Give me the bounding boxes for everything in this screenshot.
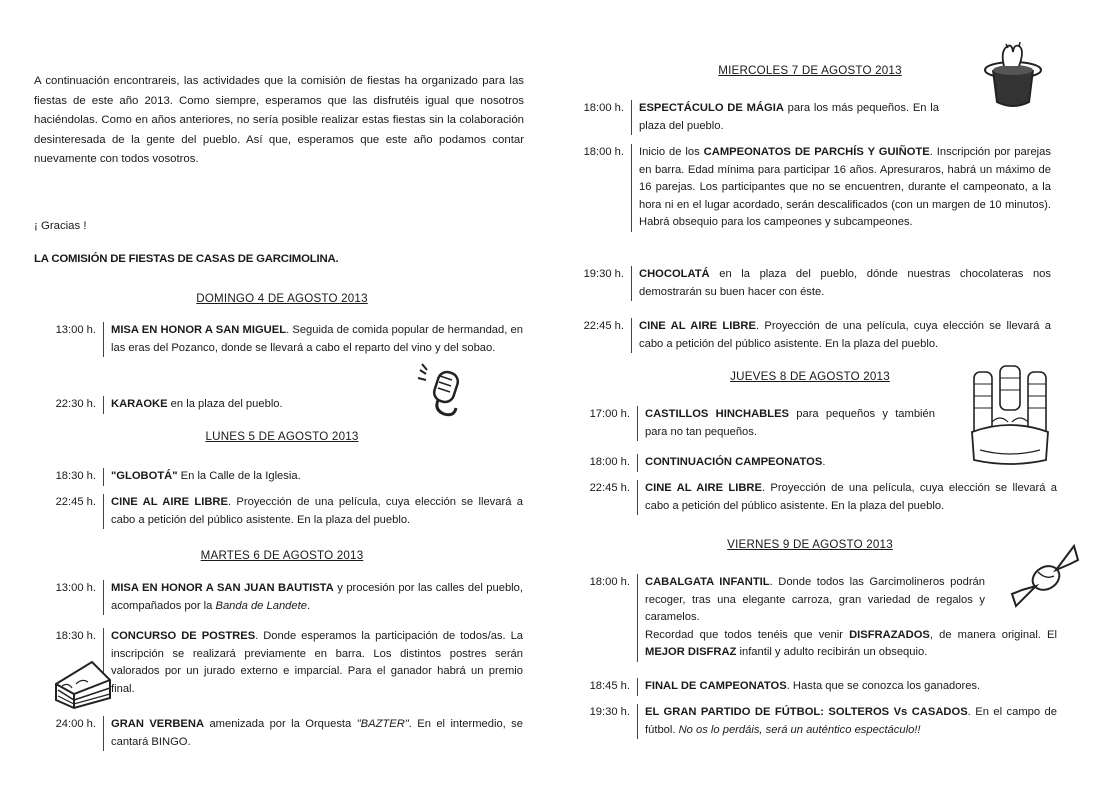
event-time: 17:00 h.	[589, 408, 630, 420]
event-miercoles-2	[562, 144, 1052, 232]
event-desc: KARAOKE en la plaza del pueblo.	[103, 396, 411, 414]
event-desc: MISA EN HONOR A SAN MIGUEL. Seguida de comida popular de hermandad, en las eras del Pozanco, donde se llevará a cabo el reparto del vino y del sobao.	[103, 322, 523, 357]
bouncy-castle-icon	[970, 362, 1050, 472]
event-time: 18:00 h.	[589, 456, 630, 468]
event-martes-1	[34, 580, 526, 615]
event-jueves-2	[568, 454, 944, 472]
event-time: 13:00 h.	[55, 324, 96, 336]
heading-martes: MARTES 6 DE AGOSTO 2013	[200, 549, 364, 562]
heading-domingo: DOMINGO 4 DE AGOSTO 2013	[196, 292, 368, 305]
event-time: 19:30 h.	[583, 268, 624, 280]
event-desc: CONCURSO DE POSTRES. Donde esperamos la participación de todos/as. La inscripción se realizará previamente en barra. Los distintos postres serán valorados por un jurado externo e imparcial. Para el ganador habrá un premio final.	[103, 628, 523, 698]
event-miercoles-3	[562, 266, 1052, 301]
magic-hat-icon	[976, 40, 1050, 112]
event-desc: EL GRAN PARTIDO DE FÚTBOL: SOLTEROS Vs CASADOS. En el campo de fútbol. No os lo perdáis, será un auténtico espectáculo!!	[637, 704, 1057, 739]
heading-viernes: VIERNES 9 DE AGOSTO 2013	[727, 538, 893, 551]
event-time: 24:00 h.	[55, 718, 96, 730]
signature: LA COMISIÓN DE FIESTAS DE CASAS DE GARCIMOLINA.	[34, 253, 339, 265]
event-desc: "GLOBOTÁ" En la Calle de la Iglesia.	[103, 468, 523, 486]
event-desc: CHOCOLATÁ en la plaza del pueblo, dónde nuestras chocolateras nos demostrarán su buen hacer con éste.	[631, 266, 1051, 301]
event-miercoles-1	[562, 100, 942, 135]
event-desc: CASTILLOS HINCHABLES para pequeños y también para no tan pequeños.	[637, 406, 935, 441]
event-domingo-1	[34, 322, 526, 357]
event-jueves-1	[568, 406, 944, 441]
event-desc: CINE AL AIRE LIBRE. Proyección de una película, cuya elección se llevará a cabo a petición del público asistente. En la plaza del pueblo.	[637, 480, 1057, 515]
event-time: 13:00 h.	[55, 582, 96, 594]
event-miercoles-4	[562, 318, 1052, 353]
event-time: 22:45 h.	[55, 496, 96, 508]
event-time: 22:45 h.	[583, 320, 624, 332]
event-martes-3	[34, 716, 526, 751]
thanks-text: ¡ Gracias !	[34, 220, 87, 232]
heading-jueves: JUEVES 8 DE AGOSTO 2013	[730, 370, 890, 383]
event-time: 22:45 h.	[589, 482, 630, 494]
event-time: 18:30 h.	[55, 630, 96, 642]
event-time: 19:30 h.	[589, 706, 630, 718]
heading-miercoles: MIERCOLES 7 DE AGOSTO 2013	[718, 64, 902, 77]
event-time: 18:00 h.	[589, 576, 630, 588]
event-jueves-3	[568, 480, 1058, 515]
cake-slice-icon	[52, 654, 114, 710]
event-viernes-2	[568, 678, 1058, 696]
event-desc: MISA EN HONOR A SAN JUAN BAUTISTA y procesión por las calles del pueblo, acompañados por la Banda de Landete.	[103, 580, 523, 615]
event-desc: ESPECTÁCULO DE MÁGIA para los más pequeños. En la plaza del pueblo.	[631, 100, 939, 135]
event-desc: FINAL DE CAMPEONATOS. Hasta que se conozca los ganadores.	[637, 678, 1057, 696]
event-time: 18:30 h.	[55, 470, 96, 482]
event-time: 18:00 h.	[583, 146, 624, 158]
event-desc: CONTINUACIÓN CAMPEONATOS.	[637, 454, 935, 472]
event-viernes-3	[568, 704, 1058, 739]
heading-lunes: LUNES 5 DE AGOSTO 2013	[205, 430, 359, 443]
event-time: 18:00 h.	[583, 102, 624, 114]
event-desc: CABALGATA INFANTIL. Donde todos las Garcimolineros podrán recoger, tras una elegante carroza, gran variedad de regalos y caramelos. Recordad que todos tenéis que venir DISFRAZADOS, de manera original. El MEJOR DISFRAZ infantil y adulto recibirán un obsequio.	[637, 574, 1057, 662]
intro-paragraph: A continuación encontrareis, las actividades que la comisión de fiestas ha organizado para las fiestas de este año 2013. Como siempre, esperamos que las disfrutéis igual que nosotros haciéndolas. Como en años anteriores, no sería posible realizar estas fiestas sin la colaboración desinteresada de la gente del pueblo. Así que, esperamos que este año podamos contar nuevamente con todos vosotros.	[34, 75, 524, 166]
event-desc: CINE AL AIRE LIBRE. Proyección de una película, cuya elección se llevará a cabo a petición del público asistente. En la plaza del pueblo.	[631, 318, 1051, 353]
microphone-icon	[414, 362, 470, 418]
event-lunes-1	[34, 468, 526, 486]
event-time: 18:45 h.	[589, 680, 630, 692]
event-viernes-1	[568, 574, 1058, 662]
candy-icon	[1008, 542, 1082, 614]
event-desc: Inicio de los CAMPEONATOS DE PARCHÍS Y GUIÑOTE. Inscripción por parejas en barra. Edad mínima para participar 16 años. Apresuraros, habrá un máximo de 16 parejas. Los participantes que no se encuentren, durante el campeonato, a la hora ni en el lugar acordado, serán descalificados (con un margen de 10 minutos). Habrá obsequio para los campeones y subcampeones.	[631, 144, 1051, 232]
event-desc: GRAN VERBENA amenizada por la Orquesta "BAZTER". En el intermedio, se cantará BINGO.	[103, 716, 523, 751]
event-time: 22:30 h.	[55, 398, 96, 410]
event-desc: CINE AL AIRE LIBRE. Proyección de una película, cuya elección se llevará a cabo a petición del público asistente. En la plaza del pueblo.	[103, 494, 523, 529]
event-lunes-2	[34, 494, 526, 529]
